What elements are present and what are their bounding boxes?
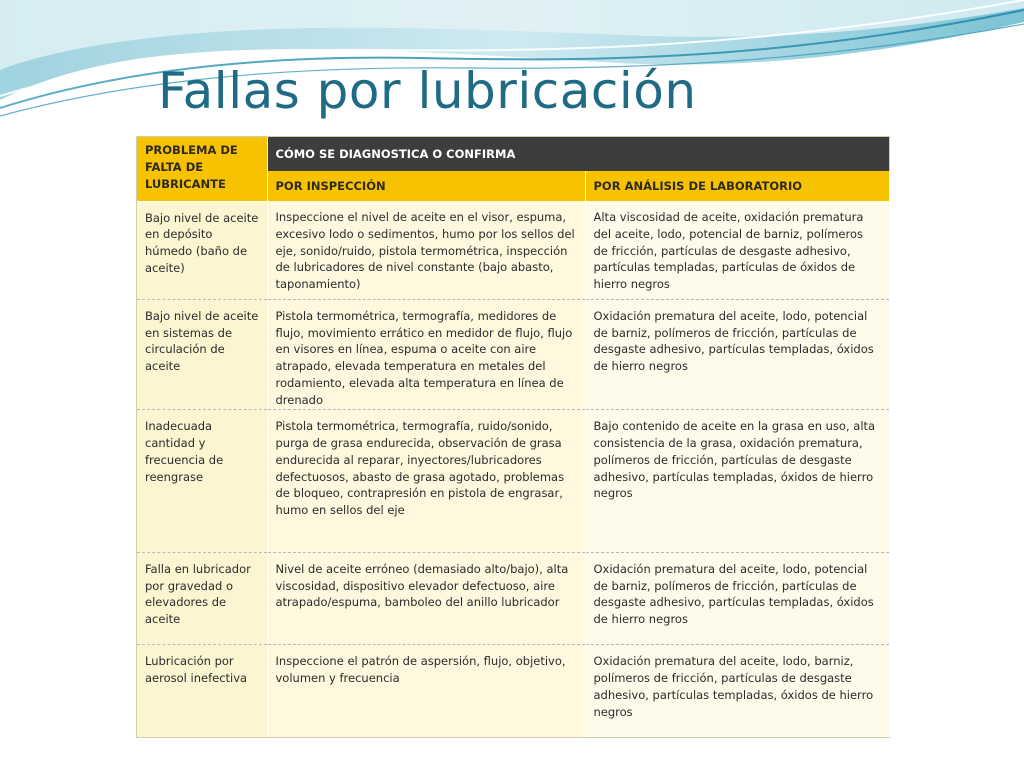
problem-cell: Lubricación por aerosol inefectiva bbox=[137, 645, 267, 737]
table-row bbox=[137, 201, 889, 299]
header-lab-analysis: POR ANÁLISIS DE LABORATORIO bbox=[585, 171, 889, 201]
table-row bbox=[137, 552, 889, 644]
table-row bbox=[137, 299, 889, 409]
inspection-cell: Nivel de aceite erróneo (demasiado alto/bajo), alta viscosidad, dispositivo elevador defectuoso, aire atrapado/espuma, bamboleo del anillo lubricador bbox=[267, 552, 585, 644]
inspection-cell: Pistola termométrica, termografía, medidores de flujo, movimiento errático en medidor de flujo, flujo en visores en línea, espuma o aceite con aire atrapado, elevada temperatura en metales del rodamiento, elevada alta temperatura en línea de drenado bbox=[267, 299, 585, 409]
lubrication-failures-table bbox=[136, 136, 890, 738]
lab-cell: Alta viscosidad de aceite, oxidación prematura del aceite, lodo, potencial de barniz, polímeros de fricción, partículas de desgaste adhesivo, partículas templadas, partículas de óxidos de hierro negros bbox=[585, 201, 889, 299]
header-diagnosis: CÓMO SE DIAGNOSTICA O CONFIRMA bbox=[267, 137, 889, 171]
problem-cell: Falla en lubricador por gravedad o elevadores de aceite bbox=[137, 552, 267, 644]
lab-cell: Oxidación prematura del aceite, lodo, potencial de barniz, polímeros de fricción, partículas de desgaste adhesivo, partículas templadas, óxidos de hierro negros bbox=[585, 552, 889, 644]
lab-cell: Oxidación prematura del aceite, lodo, barniz, polímeros de fricción, partículas de desgaste adhesivo, partículas templadas, óxidos de hierro negros bbox=[585, 645, 889, 737]
lab-cell: Oxidación prematura del aceite, lodo, potencial de barniz, polímeros de fricción, partículas de desgaste adhesivo, partículas templadas, óxidos de hierro negros bbox=[585, 299, 889, 409]
lab-cell: Bajo contenido de aceite en la grasa en uso, alta consistencia de la grasa, oxidación prematura, polímeros de fricción, partículas de desgaste adhesivo, partículas templadas, óxidos de hierro negros bbox=[585, 410, 889, 553]
header-problem: PROBLEMA DE FALTA DE LUBRICANTE bbox=[137, 137, 267, 201]
header-inspection: POR INSPECCIÓN bbox=[267, 171, 585, 201]
inspection-cell: Pistola termométrica, termografía, ruido/sonido, purga de grasa endurecida, observación de grasa endurecida al reparar, inyectores/lubricadores defectuosos, abasto de grasa agotado, problemas de bloqueo, contrapresión en pistola de engrasar, humo en sellos del eje bbox=[267, 410, 585, 553]
problem-cell: Bajo nivel de aceite en depósito húmedo (baño de aceite) bbox=[137, 201, 267, 299]
table-row bbox=[137, 645, 889, 737]
problem-cell: Inadecuada cantidad y frecuencia de reengrase bbox=[137, 410, 267, 553]
inspection-cell: Inspeccione el patrón de aspersión, flujo, objetivo, volumen y frecuencia bbox=[267, 645, 585, 737]
problem-cell: Bajo nivel de aceite en sistemas de circulación de aceite bbox=[137, 299, 267, 409]
table-row bbox=[137, 410, 889, 553]
slide-title: Fallas por lubricación bbox=[158, 62, 697, 120]
inspection-cell: Inspeccione el nivel de aceite en el visor, espuma, excesivo lodo o sedimentos, humo por los sellos del eje, sonido/ruido, pistola termométrica, inspección de lubricadores de nivel constante (bajo abasto, taponamiento) bbox=[267, 201, 585, 299]
